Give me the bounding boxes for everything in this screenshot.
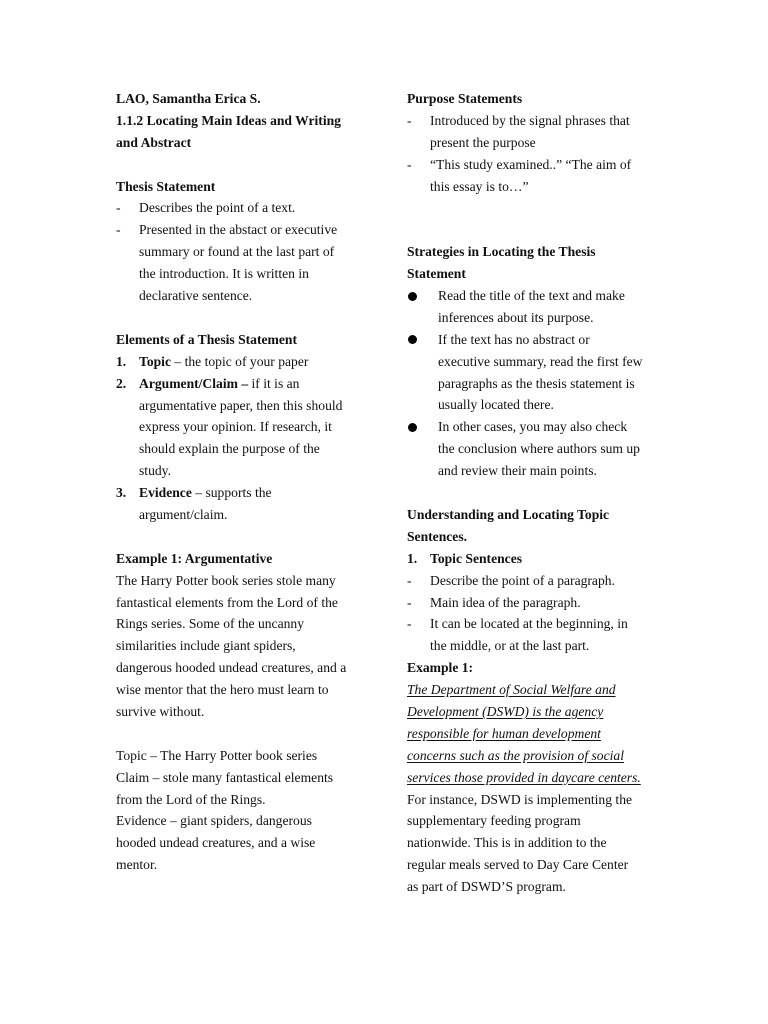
spacer	[407, 219, 662, 241]
term-description: – the topic of your paper	[171, 353, 309, 369]
list-text-line: declarative sentence.	[139, 288, 253, 304]
analysis-text-line: from the Lord of the Rings.	[116, 791, 266, 807]
dash-marker: -	[407, 156, 412, 172]
elements-list-item	[116, 351, 366, 373]
strategies-heading-line: Statement	[407, 266, 466, 282]
example-text-line: nationwide. This is in addition to the	[407, 835, 607, 851]
list-text-line: present the purpose	[430, 134, 536, 150]
list-text-line: and review their main points.	[438, 463, 597, 479]
example-text-line: Rings series. Some of the uncanny	[116, 616, 305, 632]
topic-list-item	[407, 592, 662, 614]
strategy-list-item	[407, 416, 662, 482]
list-text-line: Introduced by the signal phrases that	[430, 112, 630, 128]
purpose-list-item	[407, 154, 662, 198]
left-column	[116, 88, 366, 876]
list-text-line	[139, 373, 366, 395]
list-text-line: should explain the purpose of the	[139, 441, 320, 457]
list-text-line: the middle, or at the last part.	[430, 638, 590, 654]
example-text-line: wise mentor that the hero must learn to	[116, 682, 329, 698]
dash-marker: -	[407, 112, 412, 128]
topic-sentences-subheading	[407, 548, 662, 570]
spacer	[407, 482, 662, 504]
example-text-line: For instance, DSWD is implementing the	[407, 791, 633, 807]
topic-sentence-line: concerns such as the provision of social	[407, 747, 624, 763]
term-label: Argument/Claim –	[139, 375, 249, 391]
example-text-line: fantastical elements from the Lord of the	[116, 594, 338, 610]
list-text-line: argument/claim.	[139, 506, 228, 522]
list-text-line: usually located there.	[438, 397, 554, 413]
list-text-line: If the text has no abstract or	[438, 331, 590, 347]
spacer	[407, 197, 662, 219]
list-text-line: executive summary, read the first few	[438, 353, 643, 369]
term-description: – supports the	[191, 485, 272, 501]
spacer	[116, 526, 366, 548]
strategy-list-item	[407, 285, 662, 329]
list-text-line: Describes the point of a text.	[139, 200, 296, 216]
topic-sentence-line: responsible for human development	[407, 725, 601, 741]
topic-sentences-heading-line: Sentences.	[407, 528, 468, 544]
example-heading: Example 1: Argumentative	[116, 550, 273, 566]
list-text-line	[139, 351, 366, 373]
dash-marker: -	[407, 616, 412, 632]
analysis-text-line: hooded undead creatures, and a wise	[116, 835, 316, 851]
list-text-line: inferences about its purpose.	[438, 309, 594, 325]
list-text-line: paragraphs as the thesis statement is	[438, 375, 635, 391]
elements-list-item	[116, 373, 366, 482]
list-text-line: “This study examined..” “The aim of	[430, 156, 632, 172]
list-text-line: It can be located at the beginning, in	[430, 616, 628, 632]
author-name: LAO, Samantha Erica S.	[116, 91, 261, 106]
dash-marker: -	[116, 222, 121, 238]
analysis-text-line: mentor.	[116, 857, 158, 873]
list-text-line: express your opinion. If research, it	[139, 419, 332, 435]
elements-heading: Elements of a Thesis Statement	[116, 331, 297, 347]
dash-marker: -	[116, 200, 121, 216]
spacer	[116, 154, 366, 176]
subheading-text: Topic Sentences	[430, 550, 523, 566]
example-text-line: supplementary feeding program	[407, 813, 581, 829]
thesis-list-item	[116, 219, 366, 307]
analysis-text-line: Claim – stole many fantastical elements	[116, 769, 334, 785]
number-marker: 3.	[116, 485, 127, 501]
strategies-heading-line: Strategies in Locating the Thesis	[407, 244, 596, 260]
purpose-statements-heading: Purpose Statements	[407, 91, 523, 106]
example-text-line: survive without.	[116, 703, 205, 719]
number-marker: 1.	[407, 550, 418, 566]
elements-list-item	[116, 482, 366, 526]
dash-marker: -	[407, 572, 412, 588]
list-text-line: In other cases, you may also check	[438, 419, 628, 435]
list-text-line: the conclusion where authors sum up	[438, 441, 640, 457]
example-text-line: similarities include giant spiders,	[116, 638, 296, 654]
example-text-line: regular meals served to Day Care Center	[407, 857, 629, 873]
example-text-line: as part of DSWD’S program.	[407, 879, 566, 895]
purpose-list-item	[407, 110, 662, 154]
document-title-line: 1.1.2 Locating Main Ideas and Writing	[116, 112, 341, 128]
list-text-line: this essay is to…”	[430, 178, 529, 194]
topic-sentences-heading-line: Understanding and Locating Topic	[407, 506, 610, 522]
topic-sentence-line: Development (DSWD) is the agency	[407, 703, 604, 719]
topic-sentence-line: The Department of Social Welfare and	[407, 682, 616, 698]
dash-marker: -	[407, 594, 412, 610]
list-text-line: Main idea of the paragraph.	[430, 594, 581, 610]
list-text-line: summary or found at the last part of	[139, 244, 335, 260]
number-marker: 2.	[116, 375, 127, 391]
document-title-line: and Abstract	[116, 134, 192, 150]
list-text-line: Presented in the abstact or executive	[139, 222, 338, 238]
list-text-line: argumentative paper, then this should	[139, 397, 343, 413]
example-text-line: dangerous hooded undead creatures, and a	[116, 660, 347, 676]
thesis-list-item	[116, 197, 366, 219]
list-text-line: Read the title of the text and make	[438, 288, 625, 304]
topic-sentence-line: services those provided in daycare centers.	[407, 769, 641, 785]
example-heading: Example 1:	[407, 660, 474, 676]
term-label: Evidence	[139, 485, 192, 501]
right-column	[407, 88, 662, 898]
strategy-list-item	[407, 329, 662, 417]
list-text-line: the introduction. It is written in	[139, 266, 309, 282]
list-text-line: Describe the point of a paragraph.	[430, 572, 615, 588]
list-text-line: study.	[139, 463, 171, 479]
term-description: if it is an	[248, 375, 300, 391]
topic-list-item	[407, 570, 662, 592]
spacer	[116, 307, 366, 329]
analysis-text-line: Evidence – giant spiders, dangerous	[116, 813, 312, 829]
list-text-line	[139, 482, 366, 504]
thesis-statement-heading: Thesis Statement	[116, 178, 216, 194]
analysis-text-line: Topic – The Harry Potter book series	[116, 747, 318, 763]
spacer	[116, 723, 366, 745]
term-label: Topic	[139, 353, 171, 369]
example-text-line: The Harry Potter book series stole many	[116, 572, 336, 588]
topic-list-item	[407, 613, 662, 657]
number-marker: 1.	[116, 353, 127, 369]
